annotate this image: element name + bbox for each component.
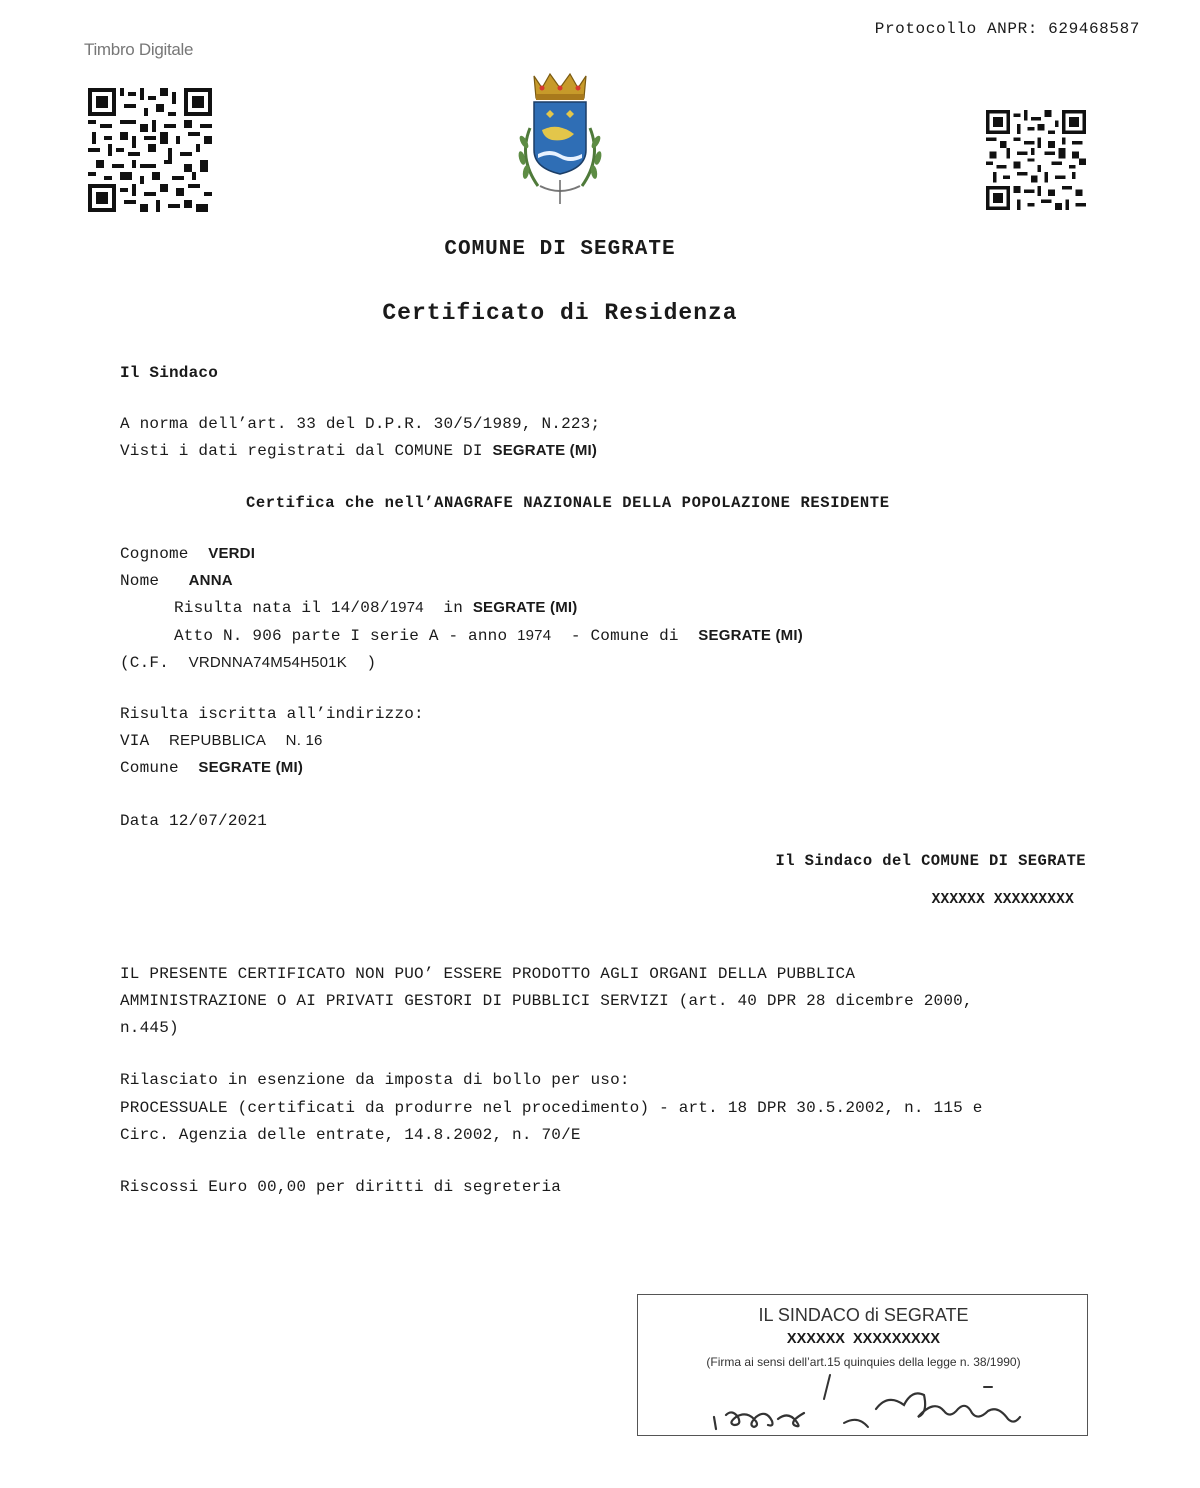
nome-value: ANNA bbox=[188, 572, 233, 589]
timbro-digitale-label: Timbro Digitale bbox=[84, 40, 194, 59]
atto-comune: SEGRATE (MI) bbox=[698, 627, 803, 644]
signature-box-name: XXXXXX XXXXXXXXX bbox=[786, 1331, 941, 1347]
cf-row bbox=[120, 654, 376, 672]
nome-row bbox=[120, 572, 233, 590]
notice-line-3: n.445) bbox=[120, 1019, 179, 1037]
signature-box bbox=[637, 1294, 1088, 1436]
protocollo-anpr: Protocollo ANPR: 629468587 bbox=[874, 20, 1140, 38]
signature-box-note: (Firma ai sensi dell’art.15 quinquies della legge n. 38/1990) bbox=[706, 1355, 1021, 1369]
riscossi-line: Riscossi Euro 00,00 per diritti di segreteria bbox=[120, 1178, 562, 1196]
notice-line-2: AMMINISTRAZIONE O AI PRIVATI GESTORI DI PUBBLICI SERVIZI (art. 40 DPR 28 dicembre 2000, bbox=[120, 992, 973, 1010]
visti-comune: SEGRATE (MI) bbox=[492, 442, 598, 459]
qr-code-icon bbox=[88, 88, 212, 212]
atto-prefix: Atto N. 906 parte I serie A - anno bbox=[174, 627, 508, 645]
esenzione-line-3: Circ. Agenzia delle entrate, 14.8.2002, n. 70/E bbox=[120, 1126, 581, 1144]
qr-code-icon bbox=[986, 110, 1086, 210]
comune-label: Comune bbox=[120, 759, 179, 777]
nata-prefix: Risulta nata il 14/08/ bbox=[174, 599, 390, 617]
via-name: REPUBBLICA bbox=[169, 732, 267, 749]
visti-prefix: Visti i dati registrati dal COMUNE DI bbox=[120, 442, 483, 460]
handwritten-signature-icon bbox=[708, 1365, 1038, 1435]
visti-line bbox=[120, 442, 597, 460]
sindaco-heading: Il Sindaco bbox=[120, 364, 219, 382]
comune-title: COMUNE DI SEGRATE bbox=[444, 238, 676, 261]
data-line: Data 12/07/2021 bbox=[120, 812, 268, 830]
nata-comune: SEGRATE (MI) bbox=[472, 599, 578, 616]
comune-row bbox=[120, 759, 303, 777]
cf-open: (C.F. bbox=[120, 654, 170, 672]
norma-line: A norma dell’art. 33 del D.P.R. 30/5/1989, N.223; bbox=[120, 415, 601, 433]
cognome-label: Cognome bbox=[120, 545, 189, 563]
notice-line-1: IL PRESENTE CERTIFICATO NON PUO’ ESSERE PRODOTTO AGLI ORGANI DELLA PUBBLICA bbox=[120, 965, 856, 983]
esenzione-line-2: PROCESSUALE (certificati da produrre nel procedimento) - art. 18 DPR 30.5.2002, n. 115 e bbox=[120, 1099, 983, 1117]
cf-value: VRDNNA74M54H501K bbox=[188, 654, 347, 671]
signature-box-title: IL SINDACO di SEGRATE bbox=[758, 1305, 969, 1325]
coat-of-arms-icon bbox=[512, 68, 608, 213]
cf-close: ) bbox=[366, 654, 377, 672]
comune-value: SEGRATE (MI) bbox=[198, 759, 304, 776]
nata-anno: 1974 bbox=[389, 599, 424, 616]
nome-label: Nome bbox=[120, 572, 160, 590]
esenzione-line-1: Rilasciato in esenzione da imposta di bollo per uso: bbox=[120, 1071, 630, 1089]
via-num: N. 16 bbox=[285, 732, 323, 749]
indirizzo-row bbox=[120, 732, 323, 750]
certifica-line: Certifica che nell’ANAGRAFE NAZIONALE DELLA POPOLAZIONE RESIDENTE bbox=[246, 494, 890, 512]
iscritta-line: Risulta iscritta all’indirizzo: bbox=[120, 705, 424, 723]
atto-row bbox=[174, 627, 803, 645]
nascita-row bbox=[174, 599, 577, 617]
cognome-value: VERDI bbox=[208, 545, 256, 562]
nata-in: in bbox=[443, 599, 464, 617]
atto-anno: 1974 bbox=[517, 627, 552, 644]
firma-title: Il Sindaco del COMUNE DI SEGRATE bbox=[775, 852, 1086, 870]
cognome-row bbox=[120, 545, 255, 563]
certificate-title: Certificato di Residenza bbox=[382, 300, 738, 326]
firma-name: XXXXXX XXXXXXXXX bbox=[931, 892, 1074, 908]
atto-comune-label: - Comune di bbox=[570, 627, 679, 645]
via-prefix: VIA bbox=[120, 732, 150, 750]
